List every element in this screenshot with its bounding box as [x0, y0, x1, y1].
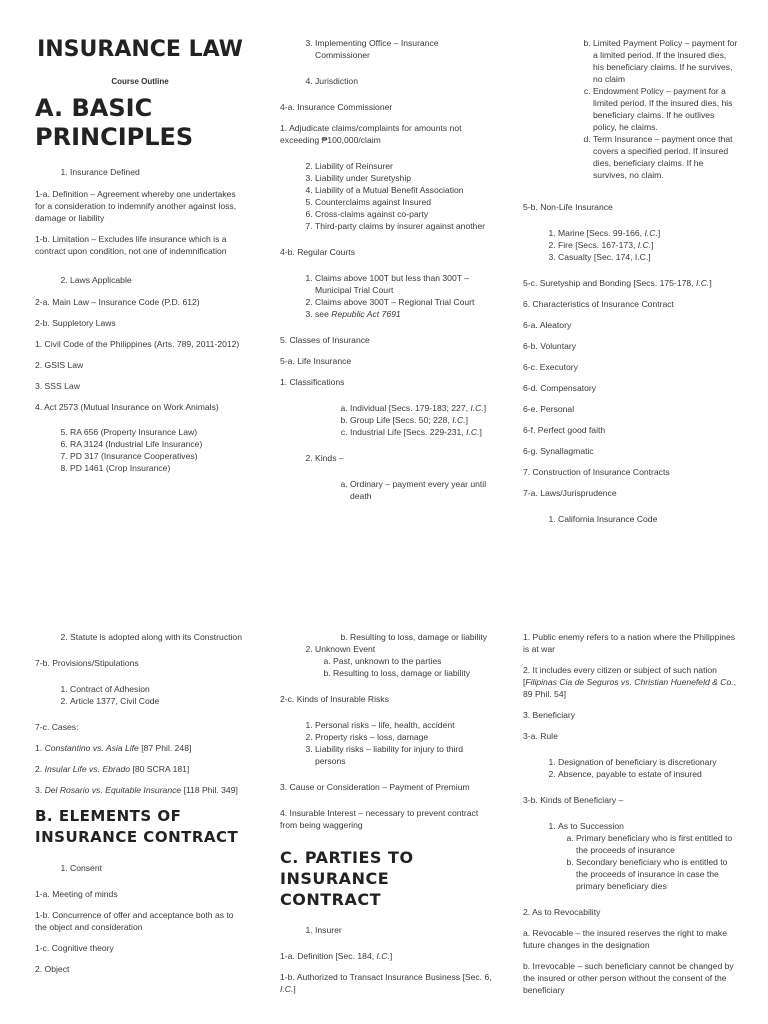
- characteristic: 6-f. Perfect good faith: [523, 425, 606, 435]
- case-citation: [118 Phil. 349]: [181, 785, 238, 795]
- classifications: 1. Classifications: [280, 377, 345, 387]
- page2-column-1: [35, 631, 245, 984]
- text: ]: [483, 403, 487, 413]
- list-item: 1. Designation of beneficiary is discretionary: [558, 756, 738, 768]
- provisions-7b: 7-b. Provisions/Stipulations: [35, 658, 139, 668]
- construction-7: 7. Construction of Insurance Contracts: [523, 467, 670, 477]
- text: Group Life [Secs. 50; 228,: [350, 415, 453, 425]
- list-item: a. Ordinary – payment every year until death: [350, 478, 495, 502]
- list-item: [315, 643, 495, 679]
- page2-column-2: [280, 631, 495, 1004]
- text: Industrial Life [Secs. 229-231,: [350, 427, 467, 437]
- meeting-of-minds-1a: 1-a. Meeting of minds: [35, 889, 118, 899]
- list-claims: [280, 160, 495, 232]
- suppletory-1: 1. Civil Code of the Philippines (Arts. 789, 2011-2012): [35, 339, 240, 349]
- revocable-a: a. Revocable – the insured reserves the right to make future changes in the designation: [523, 928, 727, 950]
- page-2: [0, 625, 768, 1024]
- rule-3a: 3-a. Rule: [523, 731, 558, 741]
- cognitive-theory-1c: 1-c. Cognitive theory: [35, 943, 114, 953]
- list-item: 2. Liability of Reinsurer: [315, 160, 495, 172]
- list-consent: [35, 862, 245, 874]
- list-succession-sub: [558, 832, 738, 892]
- beneficiary-3: 3. Beneficiary: [523, 710, 576, 720]
- list-insurance-defined: [35, 166, 245, 178]
- list-item: 1. Consent: [70, 862, 245, 874]
- characteristic: 6-c. Executory: [523, 362, 578, 372]
- insurable-risks-2c: 2-c. Kinds of Insurable Risks: [280, 694, 389, 704]
- suretyship-5c: [523, 277, 738, 289]
- list-item: 1. Contract of Adhesion: [70, 683, 245, 695]
- list-item: 1. Insurer: [315, 924, 495, 936]
- list-item: 2. Absence, payable to estate of insured: [558, 768, 738, 780]
- classes-of-insurance: 5. Classes of Insurance: [280, 335, 370, 345]
- list-item: c. Endowment Policy – payment for a limited period. If the insured dies, his beneficiary claims. If he outlives policy, he claims.: [593, 85, 738, 133]
- list-risks: [280, 719, 495, 767]
- list-item: 2. Statute is adopted along with its Construction: [70, 631, 245, 643]
- case-2: 2. Insular Life vs. Ebrado [80 SCRA 181]: [35, 764, 190, 774]
- text: 5-c. Suretyship and Bonding [Secs. 175-178,: [523, 278, 696, 288]
- list-item: b. Resulting to loss, damage or liability: [333, 667, 495, 679]
- text: Marine [Secs. 99-166,: [558, 228, 645, 238]
- course-outline-label: Course Outline: [111, 77, 169, 86]
- list-item: 3. Liability under Suretyship: [315, 172, 495, 184]
- case-citation: [87 Phil. 248]: [138, 743, 192, 753]
- list-laws-applicable: [35, 274, 245, 286]
- list-unknown-event: [280, 643, 495, 679]
- list-item: d. Term Insurance – payment once that covers a specified period. If insured dies, beneficiary claims. If he survives, no claim.: [593, 133, 738, 181]
- text-italic: Republic Act 7691: [331, 309, 401, 319]
- text: ]: [651, 240, 654, 250]
- main-law-2a: 2-a. Main Law – Insurance Code (P.D. 612): [35, 297, 200, 307]
- list-provisions: [35, 683, 245, 707]
- list-item: 6. Cross-claims against co-party: [315, 208, 495, 220]
- characteristic: 6-g. Synallagmatic: [523, 446, 594, 456]
- list-rule: [523, 756, 738, 780]
- list-item: 3. Implementing Office – Insurance Commissioner: [315, 37, 495, 61]
- concurrence-1b: 1-b. Concurrence of offer and acceptance both as to the object and consideration: [35, 910, 234, 932]
- object-2: 2. Object: [35, 964, 70, 974]
- list-item: [558, 820, 738, 892]
- case-title: Constantino vs. Asia Life: [44, 743, 139, 753]
- text: ]: [709, 278, 712, 288]
- laws-jurisprudence-7a: 7-a. Laws/Jurisprudence: [523, 488, 617, 498]
- page1-column-1: [35, 36, 245, 484]
- page1-column-3: [523, 37, 738, 535]
- text: Fire [Secs. 167-173,: [558, 240, 638, 250]
- insurance-commissioner-4a: 4-a. Insurance Commissioner: [280, 102, 393, 112]
- definition-1a: 1-a. Definition – Agreement whereby one undertakes for a consideration to indemnify another against loss, damage or liability: [35, 189, 237, 223]
- list-item: [350, 426, 495, 438]
- characteristics-6: 6. Characteristics of Insurance Contract: [523, 299, 674, 309]
- text-italic: I.C.: [280, 984, 294, 994]
- list-statute: [35, 631, 245, 643]
- characteristic: 6-d. Compensatory: [523, 383, 597, 393]
- list-item: a. Past, unknown to the parties: [333, 655, 495, 667]
- list-item: 1. California Insurance Code: [558, 513, 738, 525]
- limitation-1b: 1-b. Limitation – Excludes life insurance which is a contract upon condition, not one of indemnification: [35, 234, 227, 256]
- regular-courts-4b: 4-b. Regular Courts: [280, 247, 355, 257]
- page2-column-3: [523, 631, 738, 1005]
- text-italic: I.C.: [637, 240, 652, 250]
- text: ]: [479, 427, 482, 437]
- document-title: INSURANCE LAW: [37, 37, 243, 62]
- case-citation: [80 SCRA 181]: [130, 764, 190, 774]
- list-item: 1. Personal risks – life, health, accident: [315, 719, 495, 731]
- characteristic: 6-a. Aleatory: [523, 320, 572, 330]
- list-item: [315, 308, 495, 320]
- list-unknown-sub: [315, 655, 495, 679]
- list-courts: [280, 272, 495, 320]
- text: 1-a. Definition [Sec. 184,: [280, 951, 377, 961]
- public-enemy-1: 1. Public enemy refers to a nation where the Philippines is at war: [523, 632, 736, 654]
- case-1: 1. Constantino vs. Asia Life [87 Phil. 248]: [35, 743, 192, 753]
- list-item: 2. Property risks – loss, damage: [315, 731, 495, 743]
- section-a-heading: A. BASIC PRINCIPLES: [35, 94, 194, 151]
- case-3: 3. Del Rosario vs. Equitable Insurance [118 Phil. 349]: [35, 785, 238, 795]
- case-title: Filipinas Cia de Seguros vs. Christian Huenefeld & Co.: [525, 677, 734, 687]
- list-item: 6. RA 3124 (Industrial Life Insurance): [70, 438, 245, 450]
- list-ordinary: [280, 478, 495, 502]
- adjudicate-claims: 1. Adjudicate claims/complaints for amounts not exceeding ₱100,000/claim: [280, 123, 462, 145]
- section-c-heading: C. PARTIES TO INSURANCE CONTRACT: [280, 848, 414, 909]
- text: 1-b. Authorized to Transact Insurance Business [Sec. 6,: [280, 972, 492, 982]
- cases-7c: 7-c. Cases:: [35, 722, 79, 732]
- list-item: 7. Third-party claims by insurer against another: [315, 220, 495, 232]
- revocability-2: 2. As to Revocability: [523, 907, 601, 917]
- list-item: a. Primary beneficiary who is first entitled to the proceeds of insurance: [576, 832, 738, 856]
- list-item: b. Resulting to loss, damage or liability: [350, 631, 495, 643]
- list-insurer: [280, 924, 495, 936]
- list-classifications: [280, 402, 495, 438]
- text-italic: I.C.: [376, 951, 390, 961]
- list-item: [350, 414, 495, 426]
- text: As to Succession: [558, 821, 624, 831]
- text: see: [315, 309, 332, 319]
- case-citation: , 89 Phil. 54]: [523, 677, 737, 699]
- characteristic: 6-b. Voluntary: [523, 341, 577, 351]
- text-italic: I.C.: [644, 228, 658, 238]
- insurable-interest-4: 4. Insurable Interest – necessary to prevent contract from being waggering: [280, 808, 479, 830]
- text: ]: [389, 951, 393, 961]
- text: Individual [Secs. 179-183; 227,: [350, 403, 471, 413]
- list-kinds: [280, 452, 495, 464]
- list-item: 5. RA 656 (Property Insurance Law): [70, 426, 245, 438]
- kinds-beneficiary-3b: 3-b. Kinds of Beneficiary –: [523, 795, 624, 805]
- list-item: 4. Jurisdiction: [315, 75, 495, 87]
- text: ]: [293, 984, 296, 994]
- suppletory-2: 2. GSIS Law: [35, 360, 84, 370]
- case-title: Insular Life vs. Ebrado: [44, 764, 131, 774]
- list-item: 5. Counterclaims against Insured: [315, 196, 495, 208]
- list-succession: [523, 820, 738, 892]
- list-item: 2. Article 1377, Civil Code: [70, 695, 245, 707]
- list-item: 2. Laws Applicable: [70, 274, 245, 286]
- list-resulting: [280, 631, 495, 643]
- list-item: b. Limited Payment Policy – payment for a limited period. If the insured dies, his beneficiary claims. If he survives, no claim: [593, 37, 738, 85]
- list-item: 7. PD 317 (Insurance Cooperatives): [70, 450, 245, 462]
- text: ]: [657, 228, 661, 238]
- suppletory-3: 3. SSS Law: [35, 381, 80, 391]
- section-b-heading: B. ELEMENTS OF INSURANCE CONTRACT: [35, 807, 239, 846]
- authorized-1b: [280, 971, 495, 995]
- list-california: [523, 513, 738, 525]
- citizen-2: [523, 664, 738, 700]
- list-item: [558, 227, 738, 239]
- suppletory-4: 4. Act 2573 (Mutual Insurance on Work Animals): [35, 402, 219, 412]
- list-item: 1. Claims above 100T but less than 300T – Municipal Trial Court: [315, 272, 495, 296]
- list-implementing-office: [280, 37, 495, 87]
- page1-column-2: [280, 37, 495, 512]
- list-item: 3. Liability risks – liability for injury to third persons: [315, 743, 495, 767]
- list-item: 4. Liability of a Mutual Benefit Association: [315, 184, 495, 196]
- list-item: 8. PD 1461 (Crop Insurance): [70, 462, 245, 474]
- list-item: 3. Casualty [Sec. 174, I.C.]: [558, 251, 738, 263]
- consideration-3: 3. Cause or Consideration – Payment of Premium: [280, 782, 470, 792]
- text-italic: I.C.: [466, 427, 480, 437]
- text: 2. It includes every citizen or subject of such nation [: [523, 665, 717, 687]
- text-italic: I.C.: [695, 278, 710, 288]
- list-special-laws: [35, 426, 245, 474]
- list-item: [350, 402, 495, 414]
- definition-1a: [280, 950, 495, 962]
- irrevocable-b: b. Irrevocable – such beneficiary cannot be changed by the insured or other person without the consent of the beneficiary: [523, 961, 734, 995]
- case-title: Del Rosario vs. Equitable Insurance: [44, 785, 182, 795]
- non-life-5b: 5-b. Non-Life Insurance: [523, 202, 613, 212]
- list-non-life: [523, 227, 738, 263]
- text: Unknown Event: [315, 644, 376, 654]
- list-item: 1. Insurance Defined: [70, 166, 245, 178]
- list-item: b. Secondary beneficiary who is entitled to the proceeds of insurance in case the primary beneficiary dies: [576, 856, 738, 892]
- list-item: 2. Kinds –: [315, 452, 495, 464]
- suppletory-2b: 2-b. Suppletory Laws: [35, 318, 116, 328]
- characteristic: 6-e. Personal: [523, 404, 575, 414]
- list-item: [558, 239, 738, 251]
- list-policies: [523, 37, 738, 181]
- life-insurance-5a: 5-a. Life Insurance: [280, 356, 352, 366]
- text: ]: [465, 415, 468, 425]
- text-italic: I.C.: [470, 403, 484, 413]
- text-italic: I.C.: [452, 415, 466, 425]
- list-item: 2. Claims above 300T – Regional Trial Court: [315, 296, 495, 308]
